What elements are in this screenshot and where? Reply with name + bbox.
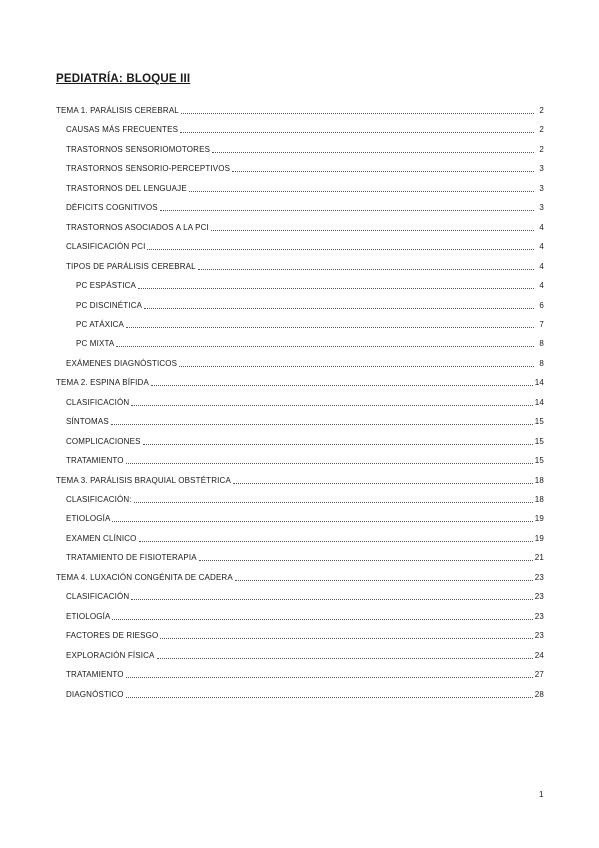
toc-entry-label: TRATAMIENTO [66,456,124,466]
toc-entry[interactable] [66,242,544,252]
toc-leader-dots [112,618,532,620]
toc-entry-label: CAUSAS MÁS FRECUENTES [66,125,179,135]
toc-entry-label: CLASIFICACIÓN [66,592,130,602]
toc-entry-page: 21 [534,553,544,563]
toc-entry-label: FACTORES DE RIESGO [66,631,159,641]
toc-entry[interactable] [66,631,544,641]
toc-entry-label: CLASIFICACIÓN: [66,495,132,504]
toc-entry[interactable] [66,145,544,155]
toc-entry[interactable] [66,553,544,563]
toc-entry-label: TEMA 2. ESPINA BÍFIDA [56,378,149,388]
toc-leader-dots [198,268,534,270]
toc-entry-label: TRATAMIENTO [66,670,124,680]
toc-entry-page: 28 [534,689,544,699]
toc-leader-dots [147,248,534,250]
toc-entry-label: DÉFICITS COGNITIVOS [66,203,158,213]
toc-entry-page: 14 [534,397,544,407]
toc-leader-dots [160,209,534,211]
toc-leader-dots [111,423,533,425]
toc-entry-label: TEMA 3. PARÁLISIS BRAQUIAL OBSTÉTRICA [56,475,231,485]
toc-entry[interactable] [56,476,544,486]
toc-entry-page: 4 [539,222,544,232]
toc-leader-dots [180,131,534,133]
toc-entry-label: PC ESPÁSTICA [76,281,137,291]
toc-entry-page: 23 [534,572,544,582]
toc-entry-label: CLASIFICACIÓN PCI [66,242,146,252]
toc-entry[interactable] [76,281,544,291]
toc-leader-dots [126,696,533,698]
toc-entry-page: 2 [539,144,544,154]
toc-leader-dots [134,501,533,503]
toc-entry-label: EXÁMENES DIAGNÓSTICOS [66,358,178,368]
toc-entry[interactable] [66,514,544,524]
toc-entry-label: TRASTORNOS SENSORIO-PERCEPTIVOS [66,164,231,174]
toc-entry-label: PC DISCINÉTICA [76,300,143,310]
toc-entry[interactable] [66,437,544,447]
toc-entry-page: 4 [539,281,544,291]
toc-entry[interactable] [76,301,544,311]
toc-entry-label: COMPLICACIONES [66,436,141,446]
toc-leader-dots [181,112,534,114]
toc-leader-dots [139,540,533,542]
toc-entry-label: TIPOS DE PARÁLISIS CEREBRAL [66,261,196,271]
toc-leader-dots [143,443,533,445]
toc-entry[interactable] [66,223,544,233]
document-title: PEDIATRÍA: BLOQUE III [56,73,191,85]
toc-leader-dots [211,229,534,231]
toc-leader-dots [160,637,532,639]
toc-leader-dots [232,170,534,172]
toc-entry-page: 8 [539,339,544,349]
toc-leader-dots [233,482,533,484]
toc-leader-dots [138,287,534,289]
toc-entry[interactable] [76,320,544,330]
toc-leader-dots [235,579,533,581]
toc-leader-dots [212,151,534,153]
toc-entry[interactable] [66,262,544,272]
toc-entry-label: DIAGNÓSTICO [66,689,124,699]
toc-entry-page: 3 [539,164,544,174]
toc-entry-page: 3 [539,203,544,213]
toc-leader-dots [144,307,534,309]
toc-entry-label: CLASIFICACIÓN [66,397,130,407]
toc-entry-page: 7 [539,319,544,329]
toc-entry[interactable] [66,184,544,194]
toc-entry[interactable] [56,106,544,116]
toc-entry-label: PC ATÁXICA [76,319,125,329]
toc-entry[interactable] [66,592,544,602]
toc-leader-dots [116,345,534,347]
toc-entry-page: 23 [534,592,544,602]
toc-entry-page: 18 [534,495,544,504]
toc-entry-label: TRATAMIENTO DE FISIOTERAPIA [66,553,197,563]
toc-entry[interactable] [66,456,544,466]
toc-entry-label: TEMA 1. PARÁLISIS CEREBRAL [56,106,179,115]
toc-entry-label: TRASTORNOS DEL LENGUAJE [66,183,187,193]
toc-entry[interactable] [66,417,544,427]
toc-entry-page: 4 [539,242,544,252]
toc-entry[interactable] [66,359,544,369]
toc-entry-label: ETIOLOGÍA [66,611,111,621]
toc-leader-dots [189,190,534,192]
toc-entry-label: TEMA 4. LUXACIÓN CONGÉNITA DE CADERA [56,572,233,582]
toc-leader-dots [131,598,533,600]
toc-entry[interactable] [66,495,544,505]
toc-entry-page: 4 [539,261,544,271]
toc-entry-label: TRASTORNOS SENSORIOMOTORES [66,144,211,154]
toc-entry[interactable] [66,398,544,408]
toc-leader-dots [126,676,533,678]
toc-entry[interactable] [66,651,544,661]
toc-entry-page: 14 [534,378,544,388]
toc-leader-dots [126,326,534,328]
toc-leader-dots [157,657,533,659]
toc-entry-label: TRASTORNOS ASOCIADOS A LA PCI [66,222,209,232]
toc-entry[interactable] [66,690,544,700]
toc-entry-page: 15 [534,417,544,427]
toc-entry-page: 19 [534,533,544,543]
toc-entry[interactable] [66,534,544,544]
toc-entry[interactable] [66,164,544,174]
page-number: 1 [539,790,544,799]
toc-entry[interactable] [56,573,544,583]
toc-entry[interactable] [66,125,544,135]
toc-leader-dots [179,365,534,367]
toc-entry[interactable] [56,378,544,388]
toc-leader-dots [112,520,532,522]
toc-entry[interactable] [66,670,544,680]
toc-entry-label: PC MIXTA [76,339,115,349]
toc-entry-page: 3 [539,183,544,193]
toc-entry-page: 15 [534,456,544,466]
toc-entry-page: 23 [534,611,544,621]
toc-entry-page: 18 [534,475,544,485]
toc-entry-page: 27 [534,670,544,680]
toc-entry-page: 23 [534,631,544,641]
toc-entry-page: 8 [539,358,544,368]
toc-entry-page: 19 [534,514,544,524]
toc-entry-page: 15 [534,436,544,446]
toc-entry-label: EXPLORACIÓN FÍSICA [66,650,155,660]
toc-entry-label: EXAMEN CLÍNICO [66,533,137,543]
toc-entry-page: 6 [539,300,544,310]
toc-entry-page: 2 [539,125,544,135]
toc-entry-label: SÍNTOMAS [66,417,109,427]
toc-leader-dots [199,559,533,561]
toc-entry-page: 2 [539,106,544,115]
toc-leader-dots [126,462,533,464]
toc-entry[interactable] [76,339,544,349]
toc-leader-dots [151,384,533,386]
toc-entry[interactable] [66,612,544,622]
toc-entry-label: ETIOLOGÍA [66,514,111,524]
toc-entry-page: 24 [534,650,544,660]
toc-leader-dots [131,404,533,406]
toc-entry[interactable] [66,203,544,213]
